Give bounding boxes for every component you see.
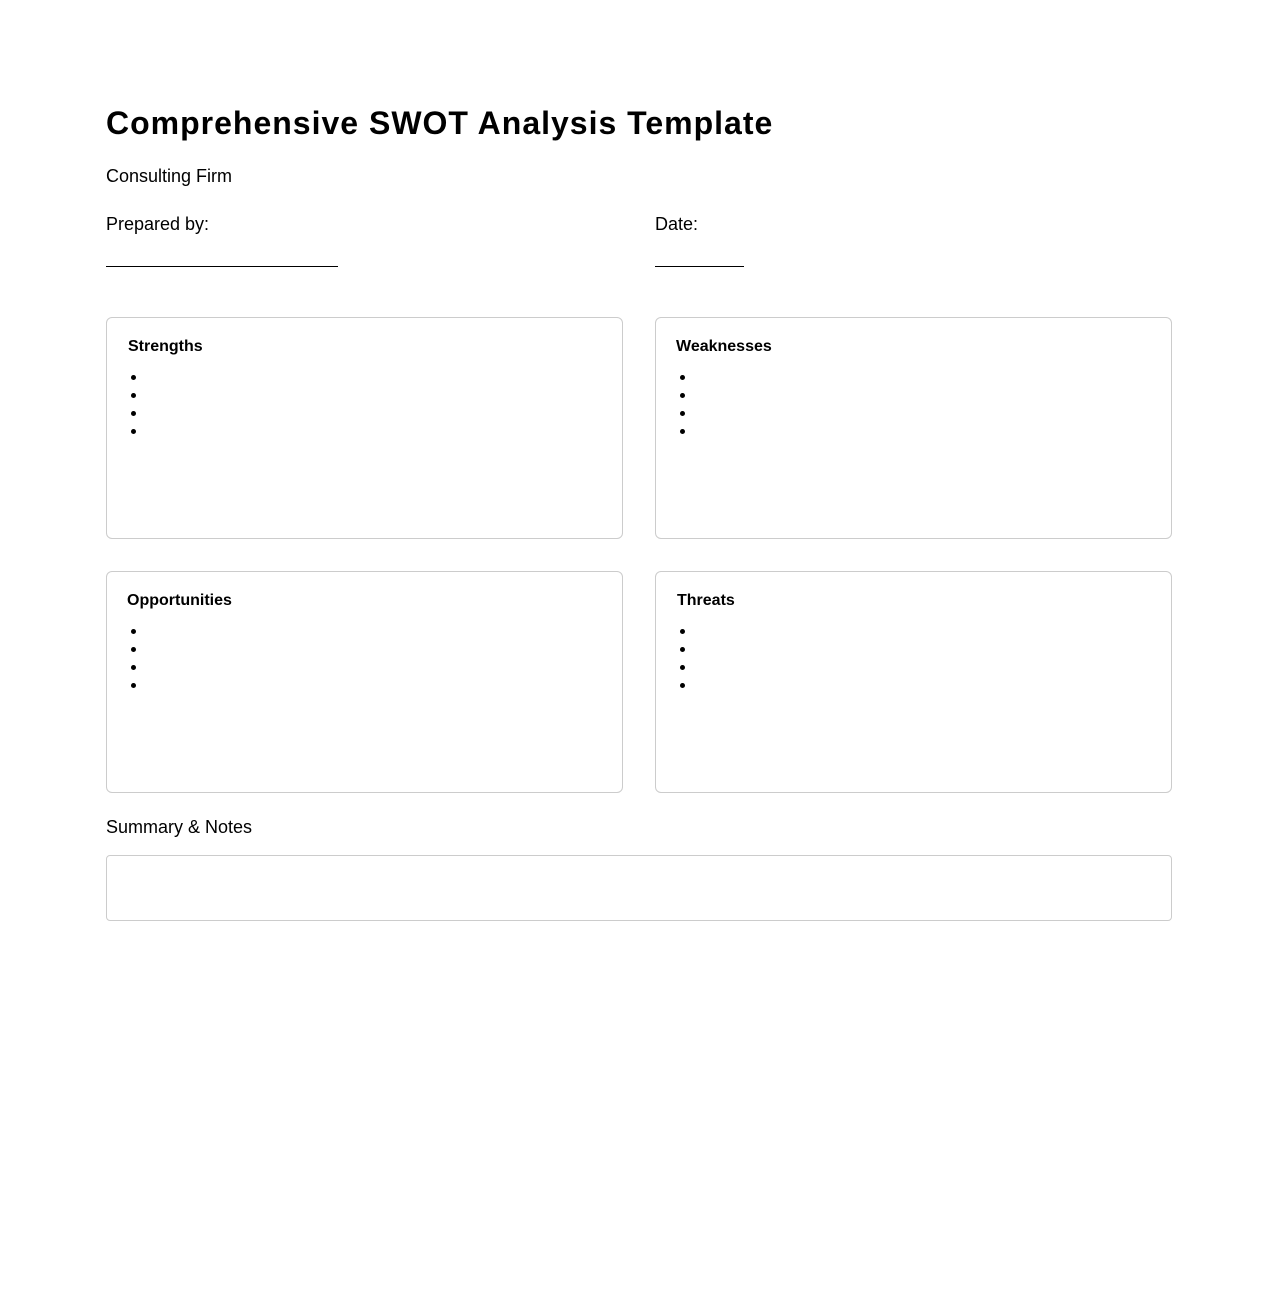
- opportunities-box[interactable]: [106, 571, 623, 793]
- summary-notes-label: Summary & Notes: [106, 817, 253, 837]
- weaknesses-box[interactable]: [655, 317, 1172, 539]
- threats-title: Threats: [677, 592, 735, 609]
- company-name: Consulting Firm: [106, 166, 233, 186]
- date-line[interactable]: [655, 266, 744, 267]
- threats-box[interactable]: [655, 571, 1172, 793]
- date-label: Date:: [655, 214, 699, 234]
- opportunities-title: Opportunities: [127, 592, 232, 609]
- strengths-title: Strengths: [128, 338, 203, 355]
- page-title: Comprehensive SWOT Analysis Template: [106, 105, 774, 141]
- prepared-by-label: Prepared by:: [106, 214, 210, 234]
- summary-notes-field[interactable]: [106, 855, 1172, 921]
- weaknesses-title: Weaknesses: [676, 338, 772, 355]
- prepared-by-line[interactable]: [106, 266, 338, 267]
- strengths-box[interactable]: [106, 317, 623, 539]
